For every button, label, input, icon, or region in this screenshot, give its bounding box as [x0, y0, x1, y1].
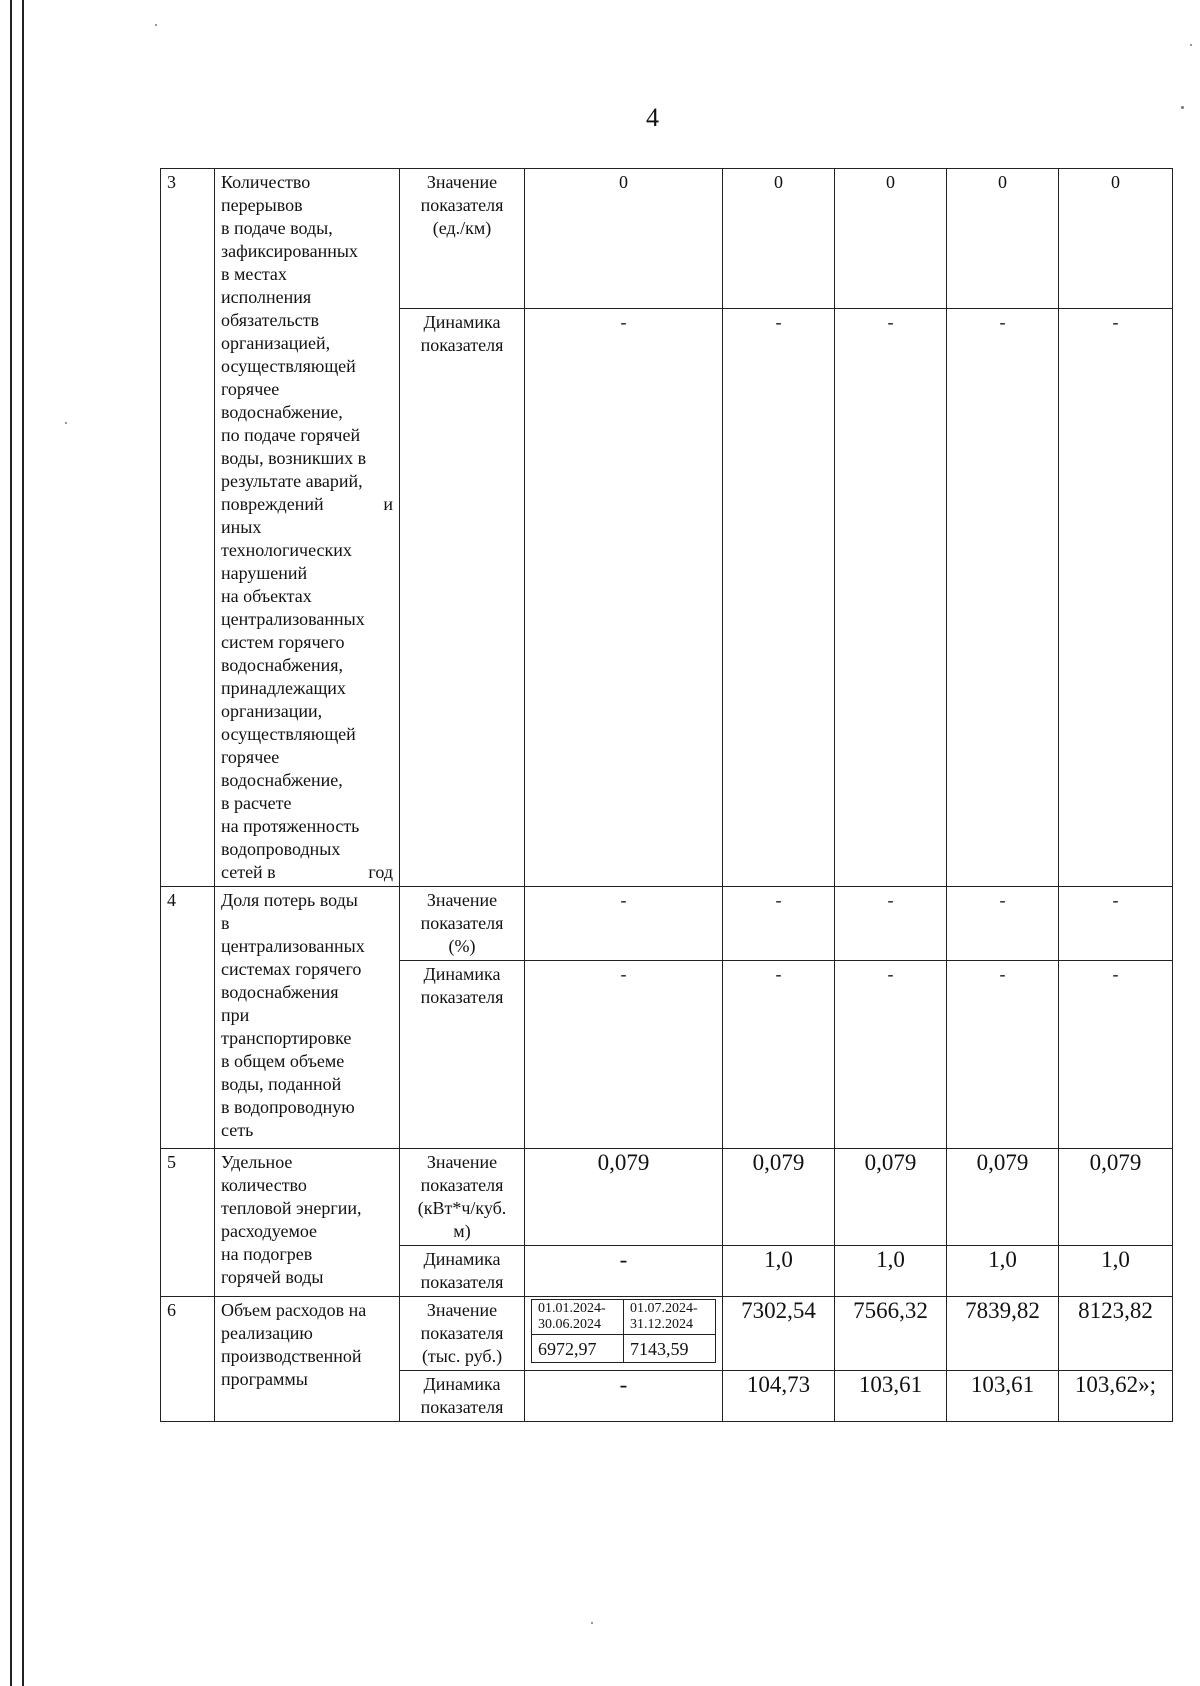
value-label — [400, 1149, 525, 1246]
dynamics-cell: - — [947, 961, 1059, 1149]
description-line: транспортировке — [221, 1028, 352, 1048]
description-line: в — [221, 913, 230, 933]
value-cell: 0 — [835, 169, 947, 309]
dynamics-cell: - — [1059, 961, 1173, 1149]
dynamics-label — [400, 309, 525, 887]
value-label-line: Значение — [426, 1152, 498, 1172]
description-line: горячей воды — [221, 1267, 324, 1287]
description-line: водоснабжение, — [221, 402, 343, 422]
value-cell: 7302,54 — [723, 1297, 835, 1371]
scan-speck — [1190, 44, 1192, 46]
value-cell: - — [947, 887, 1059, 961]
period-dates — [624, 1300, 716, 1335]
description-line: систем горячего — [221, 632, 345, 652]
value-label-line: (%) — [448, 936, 476, 956]
description-line: обязательств — [221, 310, 320, 330]
value-label-line: показателя — [420, 1175, 504, 1195]
dynamics-cell: - — [525, 961, 723, 1149]
description-line: результате аварий, — [221, 471, 363, 491]
description-line: в расчете — [221, 793, 292, 813]
indicators-table — [160, 168, 1173, 1422]
description-line: водоснабжения — [221, 982, 339, 1002]
value-cell: 0 — [525, 169, 723, 309]
indicator-description — [215, 1149, 400, 1297]
period-date-line: 01.01.2024- — [538, 1301, 606, 1316]
dynamics-cell: - — [723, 961, 835, 1149]
value-cell: 0,079 — [1059, 1149, 1173, 1246]
period-date-line: 30.06.2024 — [538, 1317, 601, 1332]
description-line: программы — [221, 1369, 308, 1389]
table-row — [161, 887, 1173, 961]
description-line: осуществляющей — [221, 356, 356, 376]
dynamics-cell: 1,0 — [723, 1246, 835, 1297]
description-line: горячее — [221, 747, 280, 767]
row-number: 4 — [161, 887, 215, 1149]
description-line: на протяженность — [221, 816, 360, 836]
dynamics-cell: 103,61 — [835, 1371, 947, 1422]
value-cell: 0 — [1059, 169, 1173, 309]
value-label — [400, 1297, 525, 1371]
description-line: принадлежащих — [221, 678, 346, 698]
period-date-line: 31.12.2024 — [630, 1317, 693, 1332]
value-cell: - — [723, 887, 835, 961]
scan-speck — [65, 422, 67, 424]
table-row — [161, 1297, 1173, 1371]
dynamics-label — [400, 1246, 525, 1297]
description-line: нарушений — [221, 563, 308, 583]
description-line: количество — [221, 1175, 307, 1195]
value-cell: - — [525, 887, 723, 961]
value-label — [400, 887, 525, 961]
row-number: 6 — [161, 1297, 215, 1422]
dynamics-cell: 103,61 — [947, 1371, 1059, 1422]
dynamics-cell: - — [525, 309, 723, 887]
dynamics-cell: - — [525, 1371, 723, 1422]
value-cell: 0,079 — [525, 1149, 723, 1246]
value-label-line: Значение — [426, 890, 498, 910]
description-line: тепловой энергии, — [221, 1198, 362, 1218]
value-label-line: (кВт*ч/куб. — [417, 1198, 507, 1218]
scan-speck — [155, 24, 157, 26]
dynamics-label-line: показателя — [420, 1272, 504, 1292]
value-label-line: (тыс. руб.) — [421, 1346, 503, 1366]
period-subtable — [531, 1299, 716, 1363]
description-line: зафиксированных — [221, 241, 358, 261]
period-dates — [532, 1300, 624, 1335]
value-label — [400, 169, 525, 309]
period-value: 6972,97 — [532, 1335, 624, 1363]
dynamics-label-line: Динамика — [423, 964, 501, 984]
value-cell: 0 — [723, 169, 835, 309]
indicator-description — [215, 1297, 400, 1422]
value-cell: 0,079 — [947, 1149, 1059, 1246]
description-line: перерывов — [221, 195, 303, 215]
value-label-line: (ед./км) — [432, 218, 492, 238]
value-cell: 0 — [947, 169, 1059, 309]
description-line: в общем объеме — [221, 1051, 345, 1071]
dynamics-cell: 1,0 — [947, 1246, 1059, 1297]
description-line: водоснабжения, — [221, 655, 344, 675]
description-line: на подогрев — [221, 1244, 313, 1264]
period-value: 7143,59 — [624, 1335, 716, 1363]
description-line: технологических — [221, 540, 352, 560]
description-line: в местах — [221, 264, 287, 284]
dynamics-cell: - — [835, 309, 947, 887]
row-number: 5 — [161, 1149, 215, 1297]
description-line: централизованных — [221, 936, 365, 956]
dynamics-label-line: показателя — [420, 1397, 504, 1417]
description-line: исполнения — [221, 287, 312, 307]
indicator-description — [215, 887, 400, 1149]
description-line: централизованных — [221, 609, 365, 629]
description-line: сетей в год — [221, 862, 393, 882]
description-line: водопроводных — [221, 839, 341, 859]
value-cell: - — [1059, 887, 1173, 961]
value-label-line: м) — [453, 1221, 471, 1241]
dynamics-label-line: Динамика — [423, 1374, 501, 1394]
dynamics-cell: - — [947, 309, 1059, 887]
description-line: в водопроводную — [221, 1097, 355, 1117]
dynamics-cell: - — [1059, 309, 1173, 887]
value-label-line: показателя — [420, 195, 504, 215]
description-line: реализацию — [221, 1323, 313, 1343]
description-line: на объектах — [221, 586, 312, 606]
dynamics-label-line: показателя — [420, 335, 504, 355]
dynamics-label — [400, 961, 525, 1149]
value-cell: - — [835, 887, 947, 961]
indicator-description — [215, 169, 400, 887]
description-line: в подаче воды, — [221, 218, 333, 238]
dynamics-cell: 1,0 — [835, 1246, 947, 1297]
description-line: горячее — [221, 379, 280, 399]
description-line: Объем расходов на — [221, 1300, 367, 1320]
description-line: Удельное — [221, 1152, 293, 1172]
value-label-line: показателя — [420, 1323, 504, 1343]
description-line: осуществляющей — [221, 724, 356, 744]
period-value-row — [532, 1335, 716, 1363]
description-line: при — [221, 1005, 250, 1025]
table-row — [161, 169, 1173, 309]
description-line: по подаче горячей — [221, 425, 361, 445]
split-period-cell — [525, 1297, 723, 1371]
description-line: иных — [221, 517, 262, 537]
dynamics-cell: - — [723, 309, 835, 887]
value-label-line: показателя — [420, 913, 504, 933]
description-line: системах горячего — [221, 959, 362, 979]
dynamics-cell: 1,0 — [1059, 1246, 1173, 1297]
description-line: сеть — [221, 1120, 254, 1140]
description-line: воды, возникших в — [221, 448, 367, 468]
dynamics-cell: - — [835, 961, 947, 1149]
value-label-line: Значение — [426, 1300, 498, 1320]
dynamics-cell: - — [525, 1246, 723, 1297]
table-body — [161, 169, 1173, 1422]
description-line: повреждений и — [221, 494, 393, 514]
value-cell: 7839,82 — [947, 1297, 1059, 1371]
description-line: Доля потерь воды — [221, 890, 358, 910]
period-header-row — [532, 1300, 716, 1335]
margin-line-inner — [22, 0, 24, 1686]
table-row — [161, 1149, 1173, 1246]
description-line: водоснабжение, — [221, 770, 343, 790]
description-line: расходуемое — [221, 1221, 318, 1241]
dynamics-label-line: Динамика — [423, 312, 501, 332]
description-line: производственной — [221, 1346, 362, 1366]
value-cell: 7566,32 — [835, 1297, 947, 1371]
margin-line-outer — [10, 0, 12, 1686]
dynamics-label-line: Динамика — [423, 1249, 501, 1269]
dynamics-cell: 104,73 — [723, 1371, 835, 1422]
value-label-line: Значение — [426, 172, 498, 192]
dynamics-label-line: показателя — [420, 987, 504, 1007]
period-date-line: 01.07.2024- — [630, 1301, 698, 1316]
description-line: организации, — [221, 701, 323, 721]
page-number: 4 — [646, 103, 659, 132]
description-line: воды, поданной — [221, 1074, 342, 1094]
description-line: Количество — [221, 172, 311, 192]
dynamics-label — [400, 1371, 525, 1422]
value-cell: 0,079 — [835, 1149, 947, 1246]
value-cell: 8123,82 — [1059, 1297, 1173, 1371]
dynamics-cell: 103,62»; — [1059, 1371, 1173, 1422]
scan-speck — [591, 1622, 593, 1624]
value-cell: 0,079 — [723, 1149, 835, 1246]
row-number: 3 — [161, 169, 215, 887]
description-line: организацией, — [221, 333, 331, 353]
